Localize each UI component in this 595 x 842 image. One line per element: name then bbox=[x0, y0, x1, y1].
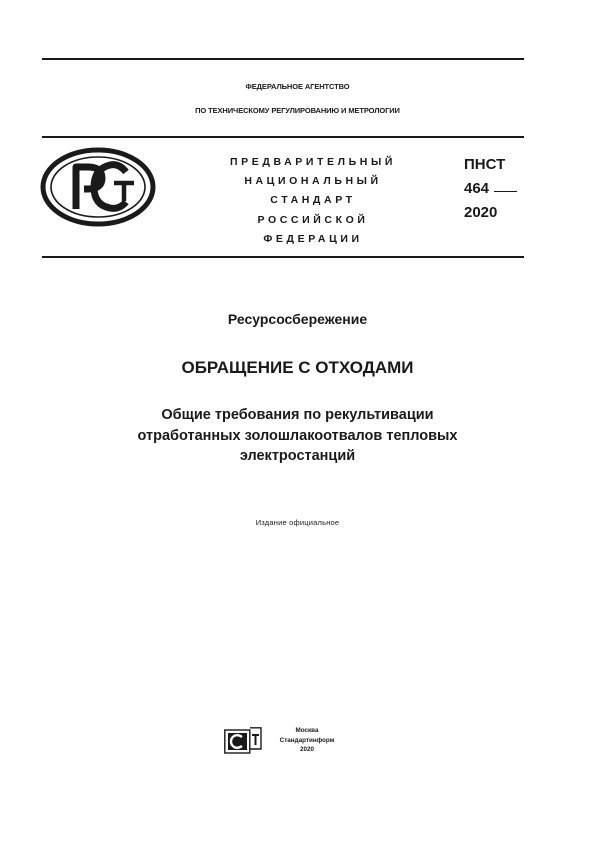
standard-year: 2020 bbox=[464, 204, 498, 221]
document-title: ОБРАЩЕНИЕ С ОТХОДАМИ bbox=[181, 358, 414, 377]
standard-type-line: ПРЕДВАРИТЕЛЬНЫЙ bbox=[230, 156, 396, 168]
gost-r-mark-icon bbox=[40, 147, 156, 227]
standard-type-line: СТАНДАРТ bbox=[270, 194, 356, 207]
header-bottom-rule bbox=[42, 256, 524, 258]
standartinform-logo-icon bbox=[224, 727, 262, 754]
publisher-city: Москва bbox=[295, 727, 319, 734]
standard-number: 464 bbox=[464, 180, 490, 197]
publisher-name: Стандартинформ bbox=[279, 736, 335, 744]
publisher-info bbox=[272, 726, 342, 755]
subtitle-line: Общие требования по рекультивации bbox=[161, 407, 434, 423]
header-rule bbox=[42, 136, 524, 138]
agency-line-2: ПО ТЕХНИЧЕСКОМУ РЕГУЛИРОВАНИЮ И МЕТРОЛОГИИ bbox=[195, 106, 400, 115]
standard-code: ПНСТ bbox=[464, 156, 506, 173]
top-rule bbox=[42, 58, 524, 60]
standard-type-line: ФЕДЕРАЦИИ bbox=[263, 232, 363, 245]
document-subtitle bbox=[0, 405, 595, 467]
agency-line-1: ФЕДЕРАЛЬНОЕ АГЕНТСТВО bbox=[245, 82, 350, 91]
standard-type-line: НАЦИОНАЛЬНЫЙ bbox=[244, 175, 382, 188]
standard-number-dash bbox=[494, 191, 517, 192]
standard-type bbox=[200, 153, 426, 249]
subtitle-line: отработанных золошлакоотвалов тепловых bbox=[137, 427, 458, 444]
subject-heading: Ресурсосбережение bbox=[227, 311, 368, 327]
publisher-year: 2020 bbox=[299, 746, 314, 754]
edition-note: Издание официальное bbox=[255, 518, 340, 527]
standard-type-line: РОССИЙСКОЙ bbox=[257, 213, 369, 226]
subtitle-line: электростанций bbox=[239, 448, 356, 464]
